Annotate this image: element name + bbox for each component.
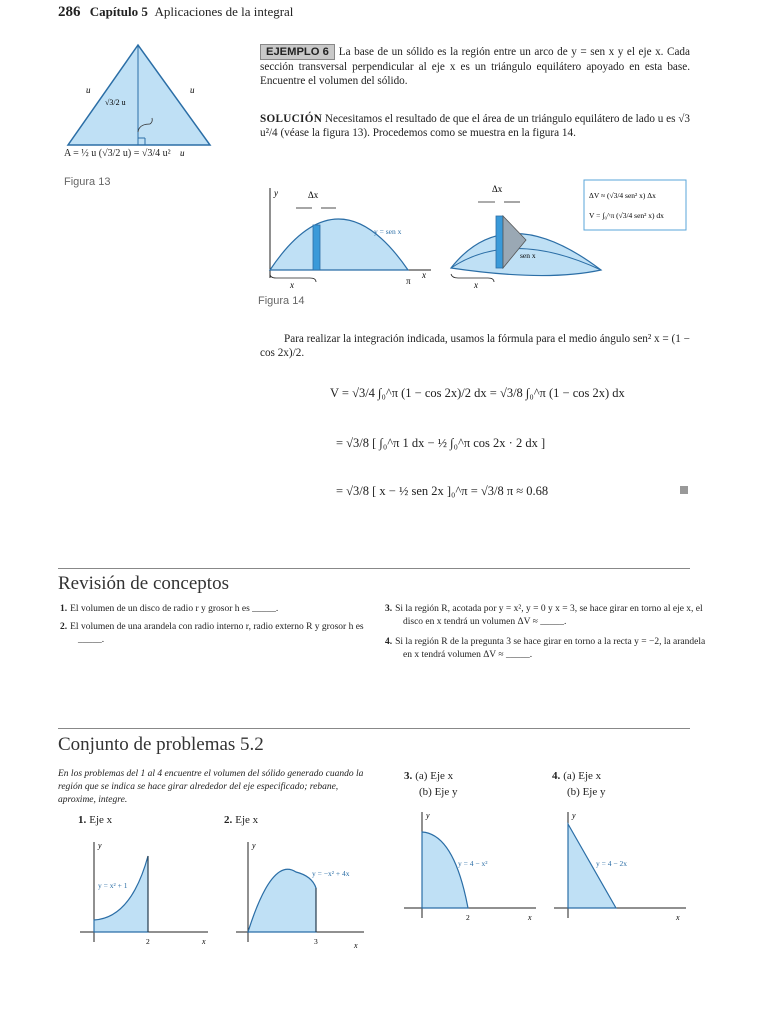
fig14-box-line2: V = ∫₀^π (√3/4 sen² x) dx <box>589 211 664 220</box>
problem-3-a-axis: Eje x <box>430 770 454 782</box>
problem-4-a-axis: Eje x <box>578 770 602 782</box>
equation-line-2: = √3/8 [ ∫₀^π 1 dx − ½ ∫₀^π cos 2x · 2 dx ] <box>336 436 546 450</box>
p2-curve-label: y = −x² + 4x <box>312 869 350 878</box>
fig14-curve-label: y = sen x <box>374 227 402 236</box>
review-item-4 <box>385 636 708 662</box>
fig14-x-pos-left: x <box>290 280 294 290</box>
chapter-title: Aplicaciones de la integral <box>154 4 294 19</box>
p3-y-label: y <box>426 811 430 820</box>
problem-4-b-axis: Eje y <box>582 786 606 798</box>
problems-intro: En los problemas del 1 al 4 encuentre el volumen del sólido generado cuando la región que se indica se hace girar alrededor del eje especificado; rebane, aproxime, integre. <box>58 769 364 805</box>
solution-text: Necesitamos el resultado de que el área de un triángulo equilátero de lado u es √3 u²/4 (véase la figura 13). Procedemos como se muestra en la figura 14. <box>260 113 690 139</box>
fig13-side-left: u <box>86 85 91 95</box>
solution-label: SOLUCIÓN <box>260 113 323 125</box>
problem-4-b: (b) <box>567 786 580 798</box>
problem-1-axis: Eje x <box>89 814 113 826</box>
p1-y-label: y <box>98 841 102 850</box>
example-6-paragraph <box>260 44 690 88</box>
problems-rule <box>58 728 690 729</box>
review-item-1-text: El volumen de un disco de radio r y grosor h es _____. <box>70 604 279 614</box>
p2-tick: 3 <box>314 937 318 946</box>
equation-line-1: V = √3/4 ∫₀^π (1 − cos 2x)/2 dx = √3/8 ∫₀^π (1 − cos 2x) dx <box>330 386 625 400</box>
problem-3-b-axis: Eje y <box>434 786 458 798</box>
p4-x-label: x <box>676 913 680 922</box>
fig13-side-right: u <box>190 85 195 95</box>
p1-x-label: x <box>202 937 206 946</box>
fig13-area-formula: A = ½ u (√3/2 u) = √3/4 u² <box>64 148 171 159</box>
problem-4-a: (a) <box>563 770 576 782</box>
fig14-x-pos-right: x <box>474 280 478 290</box>
problem-1-label <box>78 814 112 826</box>
problem-3-a: (a) <box>415 770 428 782</box>
fig14-box-line1: ΔV ≈ (√3/4 sen² x) Δx <box>589 191 656 200</box>
problem-1-plot <box>76 836 216 948</box>
review-item-1-num: 1. <box>60 604 68 614</box>
p3-curve-label: y = 4 − x² <box>458 859 488 868</box>
fig14-dx-label-left: Δx <box>308 190 319 200</box>
fig14-dx-label-right: Δx <box>492 184 503 194</box>
review-item-3-num: 3. <box>385 604 393 614</box>
fig13-caption: Figura 13 <box>64 176 111 188</box>
problem-3-num: 3. <box>404 770 413 782</box>
review-item-2-num: 2. <box>60 622 68 632</box>
problems-title: Conjunto de problemas 5.2 <box>58 734 264 755</box>
p3-tick: 2 <box>466 913 470 922</box>
end-of-example-marker <box>680 486 688 494</box>
page-header <box>58 4 293 21</box>
problem-2-plot <box>232 836 372 948</box>
review-title: Revisión de conceptos <box>58 573 229 594</box>
p1-curve-label: y = x² + 1 <box>98 881 128 890</box>
example-label: EJEMPLO 6 <box>260 44 335 60</box>
p2-x-label: x <box>354 941 358 950</box>
p1-tick: 2 <box>146 937 150 946</box>
review-rule <box>58 568 690 569</box>
problem-2-num: 2. <box>224 814 233 826</box>
review-item-4-num: 4. <box>385 637 393 647</box>
chapter-label: Capítulo 5 <box>89 4 148 19</box>
fig13-height-label: √3/2 u <box>105 98 126 107</box>
fig14-caption: Figura 14 <box>258 295 305 307</box>
example-text: La base de un sólido es la región entre un arco de y = sen x y el eje x. Cada sección transversal perpendicular al eje x es un triángulo equilátero apoyado en esta base. Encuentre el volumen del sólido. <box>260 46 690 87</box>
p4-curve-label: y = 4 − 2x <box>596 859 627 868</box>
fig13-base-label: u <box>180 148 185 158</box>
integration-paragraph: Para realizar la integración indicada, usamos la fórmula para el medio ángulo sen² x = (1 − cos 2x)/2. <box>260 333 690 359</box>
problem-1-num: 1. <box>78 814 87 826</box>
review-item-3 <box>385 603 708 629</box>
fig14-y-label: y <box>274 188 278 198</box>
problem-4-label <box>552 768 606 800</box>
page-number: 286 <box>58 4 81 20</box>
solution-paragraph <box>260 112 690 140</box>
p3-x-label: x <box>528 913 532 922</box>
problem-4-num: 4. <box>552 770 561 782</box>
problem-4-plot <box>554 808 694 922</box>
review-item-2-text: El volumen de una arandela con radio interno r, radio externo R y grosor h es _____. <box>70 622 364 645</box>
p4-y-label: y <box>572 811 576 820</box>
p2-y-label: y <box>252 841 256 850</box>
review-item-2 <box>60 621 384 647</box>
review-item-3-text: Si la región R, acotada por y = x², y = 0 y x = 3, se hace girar en torno al eje x, el disco en x tendrá un volumen ΔV ≈ _____. <box>395 604 703 627</box>
problem-3-plot <box>404 808 544 922</box>
problem-2-label <box>224 814 258 826</box>
problem-3-label <box>404 768 458 800</box>
problem-2-axis: Eje x <box>235 814 259 826</box>
problem-3-b: (b) <box>419 786 432 798</box>
fig14-x-label: x <box>422 270 426 280</box>
figure-14 <box>256 178 696 290</box>
fig14-pi-label: π <box>406 276 411 286</box>
review-item-1 <box>60 603 378 616</box>
review-item-4-text: Si la región R de la pregunta 3 se hace girar en torno a la recta y = −2, la arandela en x tendrá volumen ΔV ≈ _____. <box>395 637 706 660</box>
fig14-slice-label: sen x <box>520 251 536 260</box>
equation-line-3: = √3/8 [ x − ½ sen 2x ]₀^π = √3/8 π ≈ 0.68 <box>336 484 549 498</box>
